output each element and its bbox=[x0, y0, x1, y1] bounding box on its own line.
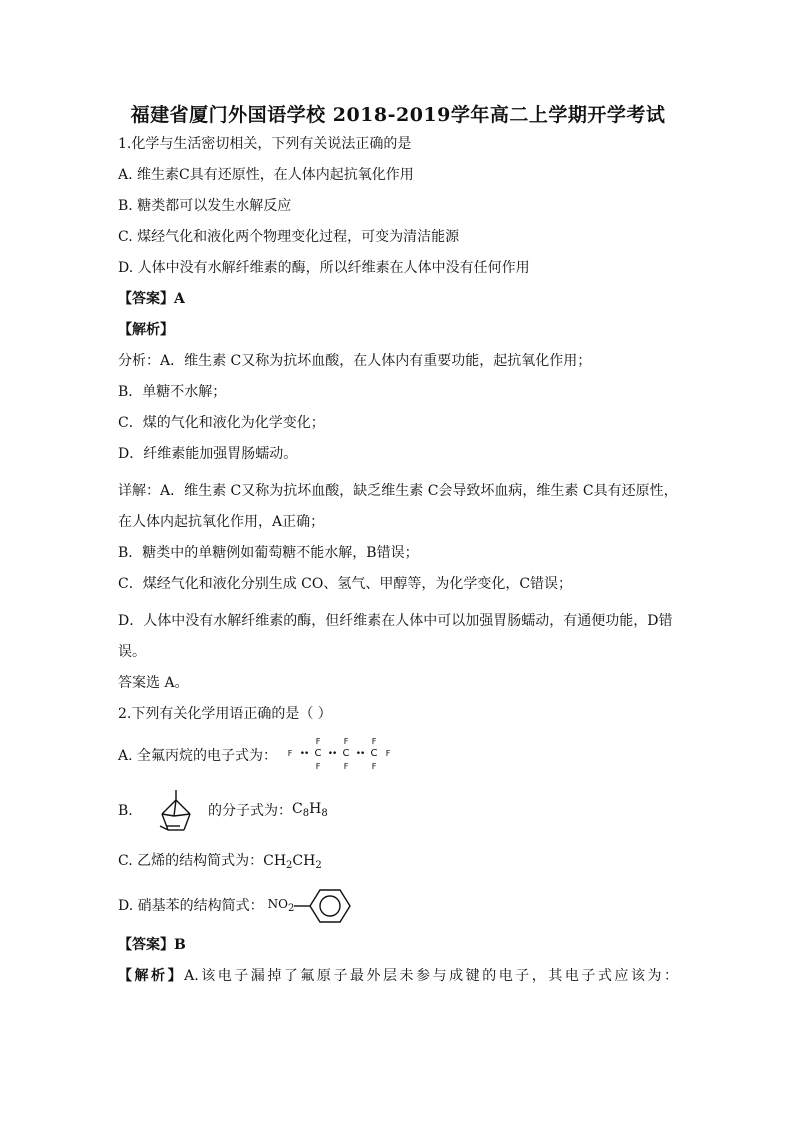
question-2-option-a-text: A. 全氟丙烷的电子式为： bbox=[118, 748, 278, 764]
norbornadiene-structure bbox=[146, 786, 202, 836]
question-1-analysis-a: 分析：A．维生素 C又称为抗坏血酸，在人体内有重要功能，起抗氧化作用； bbox=[118, 353, 592, 369]
formula-atom-c: C bbox=[342, 748, 350, 759]
question-1-analysis-d: D．纤维素能加强胃肠蠕动。 bbox=[118, 446, 298, 462]
question-2-analysis-label: 【解析】 bbox=[118, 968, 185, 984]
question-1-detail-b: B．糖类中的单糖例如葡萄糖不能水解，B错误； bbox=[118, 545, 419, 561]
question-1-option-a: A. 维生素C具有还原性，在人体内起抗氧化作用 bbox=[118, 167, 414, 183]
question-2-option-b-prefix: B. bbox=[118, 803, 133, 819]
nitro-subscript: 2 bbox=[287, 902, 295, 914]
formula-subscript: 8 bbox=[302, 807, 310, 819]
formula-atom-f: F bbox=[371, 761, 377, 771]
document-title: 福建省厦门外国语学校 2018-2019学年高二上学期开学考试 bbox=[130, 104, 666, 126]
formula-atom-f: F bbox=[343, 761, 349, 771]
formula-subscript: 2 bbox=[315, 860, 322, 871]
nitro-symbol: NO bbox=[267, 896, 288, 911]
formula-atom-f: F bbox=[371, 736, 377, 746]
document-page bbox=[118, 100, 678, 998]
question-1-analysis-label: 【解析】 bbox=[118, 322, 174, 338]
nitro-group-label bbox=[268, 895, 295, 918]
nitrobenzene-structure bbox=[268, 888, 361, 924]
formula-subscript: 2 bbox=[286, 860, 293, 871]
benzene-ring-drawing bbox=[294, 888, 360, 924]
question-2-stem: 2.下列有关化学用语正确的是（ ） bbox=[118, 706, 332, 722]
formula-atom-f: F bbox=[287, 749, 293, 758]
question-1-answer: 【答案】A bbox=[118, 291, 185, 307]
question-2-option-d-text: D. 硝基苯的结构简式： bbox=[118, 898, 264, 914]
question-1-detail-c: C．煤经气化和液化分别生成 CO、氢气、甲醇等，为化学变化，C错误； bbox=[118, 576, 573, 592]
question-2-option-c-text: C. 乙烯的结构简式为： bbox=[118, 853, 264, 869]
question-1-detail-d: D．人体中没有水解纤维素的酶，但纤维素在人体中可以加强胃肠蠕动，有通便功能，D错误。 bbox=[118, 613, 673, 660]
question-2-option-a bbox=[118, 736, 678, 776]
question-1-analysis-c: C．煤的气化和液化为化学变化； bbox=[118, 415, 325, 431]
formula-bond-dots: •• bbox=[327, 749, 337, 759]
formula-atom-f: F bbox=[315, 761, 321, 771]
question-2-analysis bbox=[118, 967, 678, 985]
molecular-formula bbox=[292, 800, 328, 823]
question-1-stem: 1.化学与生活密切相关，下列有关说法正确的是 bbox=[118, 136, 412, 152]
formula-bond-dots: •• bbox=[299, 749, 309, 759]
formula-atom-f: F bbox=[315, 736, 321, 746]
question-1-analysis-b: B．单糖不水解； bbox=[118, 384, 227, 400]
formula-atom-f: F bbox=[385, 749, 391, 758]
question-2-analysis-text: A.该电子漏掉了氟原子最外层未参与成键的电子，其电子式应该为： bbox=[184, 968, 679, 984]
question-2-answer: 【答案】B bbox=[118, 937, 186, 953]
perfluoropropane-electron-formula bbox=[283, 736, 395, 772]
formula-subscript: 8 bbox=[321, 807, 328, 819]
question-1-conclusion: 答案选 A。 bbox=[118, 675, 189, 691]
formula-symbol-h: H bbox=[309, 800, 322, 817]
question-2-option-c bbox=[118, 852, 678, 875]
formula-atom-c: C bbox=[370, 748, 378, 759]
question-2-option-b-text: 的分子式为： bbox=[208, 803, 292, 819]
question-1-option-c: C. 煤经气化和液化两个物理变化过程，可变为清洁能源 bbox=[118, 229, 460, 245]
question-1-option-b: B. 糖类都可以发生水解反应 bbox=[118, 198, 292, 214]
formula-group: CH bbox=[292, 853, 316, 869]
question-1-option-d: D. 人体中没有水解纤维素的酶，所以纤维素在人体中没有任何作用 bbox=[118, 260, 530, 276]
formula-group: CH bbox=[263, 853, 287, 869]
formula-bond-dots: •• bbox=[355, 749, 365, 759]
formula-atom-c: C bbox=[314, 748, 322, 759]
question-2-option-d bbox=[118, 888, 678, 924]
ethylene-formula bbox=[263, 853, 322, 869]
bicyclic-structure-drawing bbox=[146, 786, 202, 836]
formula-atom-f: F bbox=[343, 736, 349, 746]
question-1-detail-a: 详解：A．维生素 C又称为抗坏血酸，缺乏维生素 C会导致坏血病，维生素 C具有还原性，在人体内起抗氧化作用，A正确； bbox=[118, 483, 678, 530]
formula-symbol-c: C bbox=[292, 800, 303, 817]
question-2-option-b bbox=[118, 786, 678, 836]
